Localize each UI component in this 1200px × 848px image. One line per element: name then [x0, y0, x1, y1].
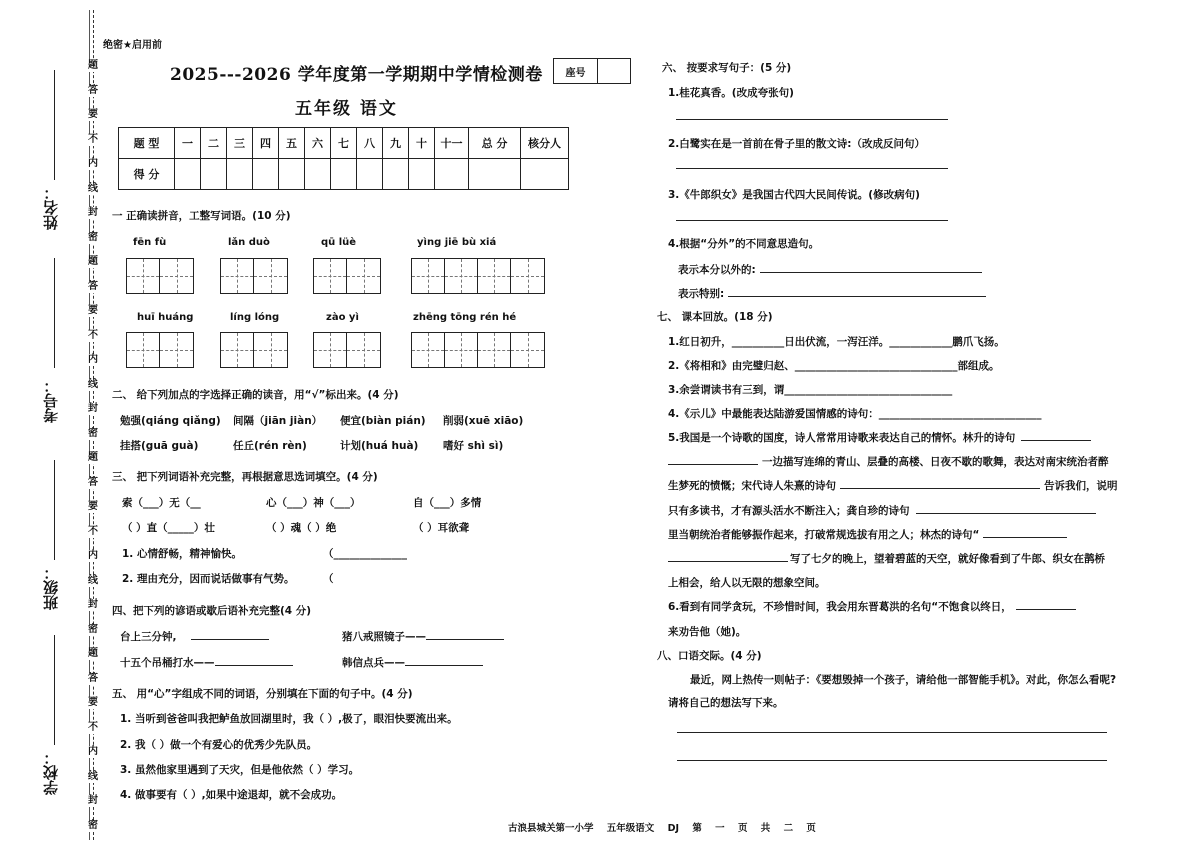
s3-q2-answer[interactable]: （: [323, 573, 334, 585]
section-5-title: 五、 用“心”字组成不同的词语，分别填在下面的句子中。(4 分): [112, 688, 413, 700]
page-title: 2025---2026 学年度第一学期期中学情检测卷: [170, 65, 543, 85]
field-exam-no[interactable]: [40, 258, 70, 428]
pinyin-3: qū lüè: [321, 237, 357, 248]
s7-line-3[interactable]: 3.余尝谓读书有三到，谓________________________________: [668, 384, 953, 396]
s7-line-12[interactable]: 6.看到有同学贪玩，不珍惜时间，我会用东晋葛洪的名句“不饱食以终日，: [668, 599, 1076, 614]
s6-q1: 1.桂花真香。(改成夸张句): [668, 87, 794, 99]
writing-grid-5[interactable]: [126, 332, 194, 368]
s5-item-3[interactable]: 3. 虽然他家里遇到了天灾，但是他依然（ ）学习。: [120, 764, 360, 776]
score-cell[interactable]: [521, 159, 569, 190]
s7-line-2[interactable]: 2.《将相和》由完璧归赵、_______________________________部组成。: [668, 360, 1000, 372]
field-exam-no-label: 考号：: [42, 378, 60, 423]
binding-margin: [0, 0, 100, 848]
score-header-row: [119, 128, 569, 159]
s7-line-10[interactable]: 写了七夕的晚上，望着碧蓝的天空，就好像看到了牛郎、织女在鹊桥: [668, 551, 1105, 566]
field-school-label: 学校：: [42, 750, 60, 795]
s8-answer-line-1[interactable]: [677, 732, 1107, 733]
s4-item-1[interactable]: 台上三分钟,: [120, 629, 269, 644]
score-header-cell: 七: [331, 128, 357, 159]
s7-line-8[interactable]: 只有多读书，才有源头活水不断注入；龚自珍的诗句: [668, 503, 1096, 518]
score-cell[interactable]: [469, 159, 521, 190]
s3-q2: 2. 理由充分，因而说话做事有气势。: [122, 573, 295, 585]
score-header-cell: 总 分: [469, 128, 521, 159]
binding-char: 要: [88, 305, 98, 316]
binding-char: 内: [88, 746, 98, 757]
score-cell[interactable]: [253, 159, 279, 190]
s3-idiom-1[interactable]: 索（___）无（__: [122, 497, 201, 509]
s7-line-5[interactable]: 5.我国是一个诗歌的国度，诗人常常用诗歌来表达自己的情怀。林升的诗句: [668, 430, 1091, 445]
s7-line-4[interactable]: 4.《示儿》中最能表达陆游爱国情感的诗句：_______________________________: [668, 408, 1042, 420]
score-value-row: [119, 159, 569, 190]
field-school[interactable]: [40, 635, 70, 805]
field-name-label: 姓名：: [42, 185, 60, 230]
binding-char: 题: [88, 452, 98, 463]
s5-item-2[interactable]: 2. 我（ ）做一个有爱心的优秀少先队员。: [120, 739, 318, 751]
s7-line-9[interactable]: 里当朝统治者能够振作起来，打破常规选拔有用之人；林杰的诗句“: [668, 527, 1067, 542]
s2-item-5[interactable]: 挂搭(guā guà): [120, 440, 199, 452]
field-name[interactable]: [40, 70, 70, 270]
binding-char: 封: [88, 207, 98, 218]
binding-char: 密: [88, 623, 98, 635]
score-cell[interactable]: [331, 159, 357, 190]
score-header-cell: 九: [383, 128, 409, 159]
s7-line-11: 上相会，给人以无限的想象空间。: [668, 577, 826, 589]
binding-char: 答: [88, 84, 98, 96]
section-8-title: 八、口语交际。(4 分): [657, 650, 762, 662]
score-header-cell: 六: [305, 128, 331, 159]
score-header-cell: 题 型: [119, 128, 175, 159]
s3-idiom-4[interactable]: （ ）直（_____）壮: [122, 522, 215, 534]
score-header-cell: 十一: [435, 128, 469, 159]
secret-mark: 绝密★启用前: [103, 40, 162, 51]
s4-item-4[interactable]: 韩信点兵——: [342, 655, 483, 670]
s2-item-6[interactable]: 任丘(rén rèn): [233, 440, 307, 452]
s3-idiom-6[interactable]: （ ）耳欲聋: [413, 522, 470, 534]
pinyin-7: zào yì: [326, 312, 359, 323]
s7-line-7[interactable]: 生梦死的愤慨；宋代诗人朱熹的诗句 告诉我们，说明: [668, 480, 1118, 492]
s8-prompt-1: 最近，网上热传一则帖子：《要想毁掉一个孩子，请给他一部智能手机》。对此，你怎么看呢?: [690, 674, 1117, 686]
s4-item-3[interactable]: 十五个吊桶打水——: [120, 655, 293, 670]
binding-char: 线: [88, 574, 98, 586]
binding-char: 不: [88, 721, 98, 733]
s8-answer-line-2[interactable]: [677, 760, 1107, 761]
s6-q4: 4.根据“分外”的不同意思造句。: [668, 238, 820, 250]
s6-q4a[interactable]: 表示本分以外的:: [678, 262, 982, 277]
binding-char: 密: [88, 819, 98, 831]
binding-char: 内: [88, 550, 98, 561]
binding-char: 封: [88, 599, 98, 610]
score-cell[interactable]: [279, 159, 305, 190]
score-cell[interactable]: [409, 159, 435, 190]
s6-q2: 2.白鹭实在是一首前在骨子里的散文诗:（改成反问句）: [668, 138, 925, 150]
score-header-cell: 一: [175, 128, 201, 159]
s5-item-4[interactable]: 4. 做事要有（ ）,如果中途退却，就不会成功。: [120, 789, 343, 801]
binding-char: 要: [88, 501, 98, 512]
s6-q3-answer-line[interactable]: [676, 220, 948, 221]
score-table: [118, 127, 569, 190]
binding-char: 答: [88, 280, 98, 292]
s6-q1-answer-line[interactable]: [676, 119, 948, 120]
page-subtitle: 五年级 语文: [295, 99, 398, 119]
section-2-title: 二、 给下列加点的字选择正确的读音，用“√”标出来。(4 分): [112, 389, 399, 401]
s6-q3: 3.《牛郎织女》是我国古代四大民间传说。(修改病句): [668, 189, 920, 201]
binding-char: 线: [88, 182, 98, 194]
s7-line-6[interactable]: 一边描写连绵的青山、层叠的高楼、日夜不歇的歌舞，表达对南宋统治者醉: [668, 454, 1109, 469]
binding-char: 线: [88, 770, 98, 782]
score-cell[interactable]: [305, 159, 331, 190]
binding-char: 不: [88, 329, 98, 341]
section-3-title: 三、 把下列词语补充完整，再根据意思选词填空。(4 分): [112, 471, 378, 483]
page-footer: 古浪县城关第一小学 五年级语文 DJ 第 一 页 共 二 页: [508, 823, 816, 834]
writing-grid-1[interactable]: [126, 258, 194, 294]
pinyin-8: zhēng tōng rén hé: [413, 312, 517, 323]
binding-char: 不: [88, 133, 98, 145]
score-cell[interactable]: [383, 159, 409, 190]
score-header-cell: 五: [279, 128, 305, 159]
score-header-cell: 二: [201, 128, 227, 159]
score-cell[interactable]: [175, 159, 201, 190]
field-class-label: 班级：: [42, 565, 60, 610]
score-header-cell: 三: [227, 128, 253, 159]
seat-number-label: 座号: [554, 59, 598, 83]
s7-line-1[interactable]: 1.红日初升，__________日出伏流，一泻汪洋。____________鹏爪飞扬。: [668, 336, 1005, 348]
score-cell[interactable]: [357, 159, 383, 190]
writing-grid-8[interactable]: [411, 332, 545, 368]
score-row-label: 得 分: [119, 159, 175, 190]
s2-item-2[interactable]: 间隔（jiān jiàn）: [233, 415, 323, 427]
binding-char: 内: [88, 158, 98, 169]
score-header-cell: 四: [253, 128, 279, 159]
section-6-title: 六、 按要求写句子：(5 分): [662, 62, 792, 74]
s8-prompt-2: 请将自己的想法写下来。: [668, 697, 784, 709]
s2-item-8[interactable]: 嗜好 shì sì): [443, 440, 504, 452]
seat-number-box[interactable]: [553, 58, 631, 84]
pinyin-6: líng lóng: [230, 312, 280, 323]
binding-char: 题: [88, 648, 98, 659]
pinyin-2: lǎn duò: [228, 237, 270, 248]
binding-char: 线: [88, 378, 98, 390]
s5-item-1[interactable]: 1. 当听到爸爸叫我把鲈鱼放回湖里时，我（ ）,极了，眼泪快要流出来。: [120, 713, 458, 725]
score-header-cell: 十: [409, 128, 435, 159]
s6-q4b[interactable]: 表示特别:: [678, 286, 986, 301]
s3-idiom-2[interactable]: 心（___）神（___）: [266, 497, 361, 509]
field-class[interactable]: [40, 460, 70, 630]
score-cell[interactable]: [435, 159, 469, 190]
binding-char: 要: [88, 697, 98, 708]
score-header-cell: 核分人: [521, 128, 569, 159]
s3-q1: 1. 心情舒畅，精神愉快。: [122, 548, 242, 560]
s2-item-4[interactable]: 削弱(xuē xiāo): [443, 415, 524, 427]
pinyin-1: fēn fù: [133, 237, 167, 248]
binding-char: 密: [88, 427, 98, 439]
binding-char: 题: [88, 256, 98, 267]
s2-item-7[interactable]: 计划(huá huà): [340, 440, 419, 452]
score-cell[interactable]: [201, 159, 227, 190]
binding-char: 封: [88, 795, 98, 806]
s4-item-2[interactable]: 猪八戒照镜子——: [342, 629, 504, 644]
section-4-title: 四、把下列的谚语或歇后语补充完整(4 分): [112, 605, 312, 617]
binding-char: 内: [88, 354, 98, 365]
writing-grid-4[interactable]: [411, 258, 545, 294]
binding-char: 答: [88, 672, 98, 684]
writing-grid-7[interactable]: [313, 332, 381, 368]
s3-idiom-5[interactable]: （ ）魂（ ）绝: [266, 522, 337, 534]
s2-item-3[interactable]: 便宜(biàn pián): [340, 415, 426, 427]
score-header-cell: 八: [357, 128, 383, 159]
pinyin-5: huī huáng: [137, 312, 194, 323]
writing-grid-3[interactable]: [313, 258, 381, 294]
s3-q1-answer[interactable]: （______________: [323, 548, 407, 560]
binding-char: 要: [88, 109, 98, 120]
pinyin-4: yìng jiē bù xiá: [417, 237, 497, 248]
s3-idiom-3[interactable]: 自（___）多情: [413, 497, 482, 509]
s7-line-13: 来劝告他（她)。: [668, 626, 747, 638]
s6-q2-answer-line[interactable]: [676, 168, 948, 169]
s2-item-1[interactable]: 勉强(qiáng qiǎng): [120, 415, 221, 427]
writing-grid-6[interactable]: [220, 332, 288, 368]
binding-char: 不: [88, 525, 98, 537]
section-1-title: 一 正确读拼音，工整写词语。(10 分): [112, 210, 291, 222]
writing-grid-2[interactable]: [220, 258, 288, 294]
section-7-title: 七、 课本回放。(18 分): [657, 311, 773, 323]
binding-char: 答: [88, 476, 98, 488]
binding-char: 封: [88, 403, 98, 414]
binding-char: 题: [88, 60, 98, 71]
score-cell[interactable]: [227, 159, 253, 190]
binding-char: 密: [88, 231, 98, 243]
